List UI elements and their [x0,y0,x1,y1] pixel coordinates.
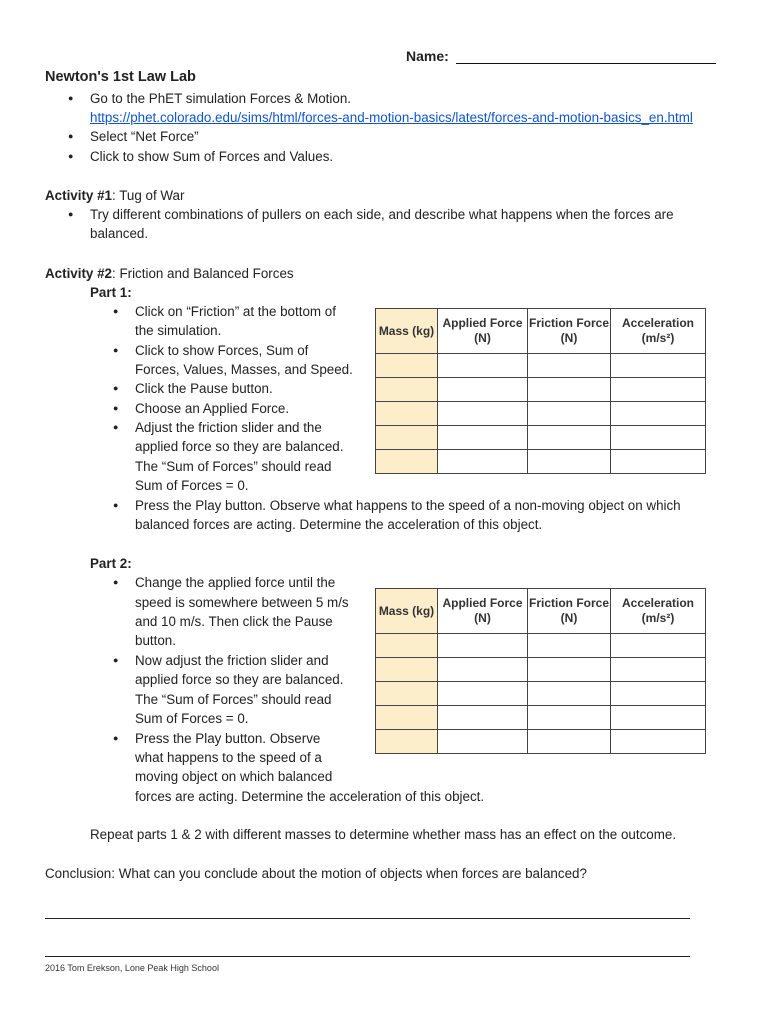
part2-line: The “Sum of Forces” should read [135,692,332,707]
activity2-heading [45,264,294,283]
table-cell[interactable] [376,426,438,450]
table-cell[interactable] [528,658,611,682]
activity1-text-1: Try different combinations of pullers on each side, and describe what happens when the forces are [90,207,674,222]
bullet-icon [113,573,118,592]
header-applied-force: Applied Force (N) [438,309,528,354]
part1-line: Press the Play button. Observe what happens to the speed of a non-moving object on which [135,498,681,513]
table-cell[interactable] [611,354,706,378]
header-friction-force: Friction Force (N) [528,309,611,354]
table-cell[interactable] [611,634,706,658]
bullet-icon [113,379,118,398]
part1-line: Click the Pause button. [135,381,273,396]
table-cell[interactable] [528,730,611,754]
bullet-icon [68,127,73,146]
activity1-text-2: balanced. [90,226,149,241]
name-field[interactable] [456,63,716,64]
bullet-icon [68,147,73,166]
part2-line: and 10 m/s. Then click the Pause [135,614,333,629]
intro-bullet-1: Go to the PhET simulation Forces & Motion. [90,91,351,106]
table-row [376,450,706,474]
bullet-icon [113,302,118,321]
table-row [376,354,706,378]
part1-line: the simulation. [135,323,222,338]
table-header-row [376,309,706,354]
bullet-icon [113,341,118,360]
activity1-heading [45,186,184,205]
table-cell[interactable] [438,402,528,426]
part1-line: Click to show Forces, Sum of [135,343,309,358]
part2-line: Sum of Forces = 0. [135,711,249,726]
part1-line: The “Sum of Forces” should read [135,459,332,474]
table-cell[interactable] [438,354,528,378]
bullet-icon [113,418,118,437]
data-table-part1 [375,308,706,474]
intro-bullet-2: Select “Net Force” [90,129,199,144]
table-cell[interactable] [611,658,706,682]
part2-line: Change the applied force until the [135,575,336,590]
table-cell[interactable] [438,730,528,754]
table-cell[interactable] [438,450,528,474]
part2-line: moving object on which balanced [135,769,333,784]
activity2-label: Activity #2 [45,266,112,281]
part2-line: what happens to the speed of a [135,750,322,765]
table-row [376,682,706,706]
header-friction-force: Friction Force (N) [528,589,611,634]
table-row [376,658,706,682]
bullet-icon [113,651,118,670]
table-cell[interactable] [376,634,438,658]
table-cell[interactable] [528,450,611,474]
table-cell[interactable] [611,706,706,730]
table-cell[interactable] [528,682,611,706]
table-cell[interactable] [438,682,528,706]
table-row [376,402,706,426]
table-row [376,730,706,754]
answer-line-2[interactable] [45,956,690,957]
table-cell[interactable] [438,706,528,730]
table-cell[interactable] [611,426,706,450]
part1-line: Adjust the friction slider and the [135,420,322,435]
part2-line: forces are acting. Determine the acceleration of this object. [135,789,485,804]
name-label: Name: [406,48,449,64]
activity2-title: : Friction and Balanced Forces [112,266,294,281]
table-cell[interactable] [376,730,438,754]
part1-line: balanced forces are acting. Determine the acceleration of this object. [135,517,543,532]
table-cell[interactable] [528,402,611,426]
table-cell[interactable] [376,450,438,474]
table-cell[interactable] [438,378,528,402]
conclusion-question: Conclusion: What can you conclude about the motion of objects when forces are balanced? [45,866,587,881]
part1-line: Sum of Forces = 0. [135,478,249,493]
part1-line: applied force so they are balanced. [135,439,344,454]
table-row [376,426,706,450]
table-cell[interactable] [376,378,438,402]
footer-credit: 2016 Tom Erekson, Lone Peak High School [45,963,219,973]
answer-line-1[interactable] [45,918,690,919]
table-cell[interactable] [438,658,528,682]
table-cell[interactable] [528,706,611,730]
table-cell[interactable] [376,354,438,378]
bullet-icon [68,205,73,224]
header-acceleration: Acceleration (m/s²) [611,309,706,354]
header-applied-force: Applied Force (N) [438,589,528,634]
table-row [376,378,706,402]
activity1-title: : Tug of War [112,188,185,203]
bullet-icon [113,729,118,748]
table-cell[interactable] [528,354,611,378]
part1-line: Choose an Applied Force. [135,401,290,416]
table-row [376,706,706,730]
table-cell[interactable] [528,426,611,450]
part1-line: Click on “Friction” at the bottom of [135,304,336,319]
table-row [376,634,706,658]
table-header-row [376,589,706,634]
bullet-icon [68,89,73,108]
repeat-instruction: Repeat parts 1 & 2 with different masses to determine whether mass has an effect on the outcome. [90,827,677,842]
part1-line: Forces, Values, Masses, and Speed. [135,362,353,377]
data-table-part2 [375,588,706,754]
table-cell[interactable] [438,634,528,658]
table-cell[interactable] [611,378,706,402]
bullet-icon [113,496,118,515]
activity1-label: Activity #1 [45,188,112,203]
header-acceleration: Acceleration (m/s²) [611,589,706,634]
table-cell[interactable] [528,634,611,658]
bullet-icon [113,399,118,418]
header-mass: Mass (kg) [376,589,438,634]
header-mass: Mass (kg) [376,309,438,354]
table-cell[interactable] [376,682,438,706]
table-cell[interactable] [611,682,706,706]
table-cell[interactable] [528,378,611,402]
part2-line: button. [135,633,176,648]
part2-line: applied force so they are balanced. [135,672,344,687]
table-cell[interactable] [611,730,706,754]
intro-bullet-3: Click to show Sum of Forces and Values. [90,149,334,164]
part2-line: Now adjust the friction slider and [135,653,329,668]
part2-label: Part 2: [90,556,132,571]
table-cell[interactable] [376,706,438,730]
table-cell[interactable] [376,402,438,426]
table-cell[interactable] [438,426,528,450]
part2-line: speed is somewhere between 5 m/s [135,595,349,610]
page-title: Newton's 1st Law Lab [45,69,196,85]
table-cell[interactable] [376,658,438,682]
part2-line: Press the Play button. Observe [135,731,321,746]
part1-label: Part 1: [90,285,132,300]
table-cell[interactable] [611,450,706,474]
table-cell[interactable] [611,402,706,426]
phet-link[interactable]: https://phet.colorado.edu/sims/html/forces-and-motion-basics/latest/forces-and-motion-basics_en.html [90,110,693,125]
